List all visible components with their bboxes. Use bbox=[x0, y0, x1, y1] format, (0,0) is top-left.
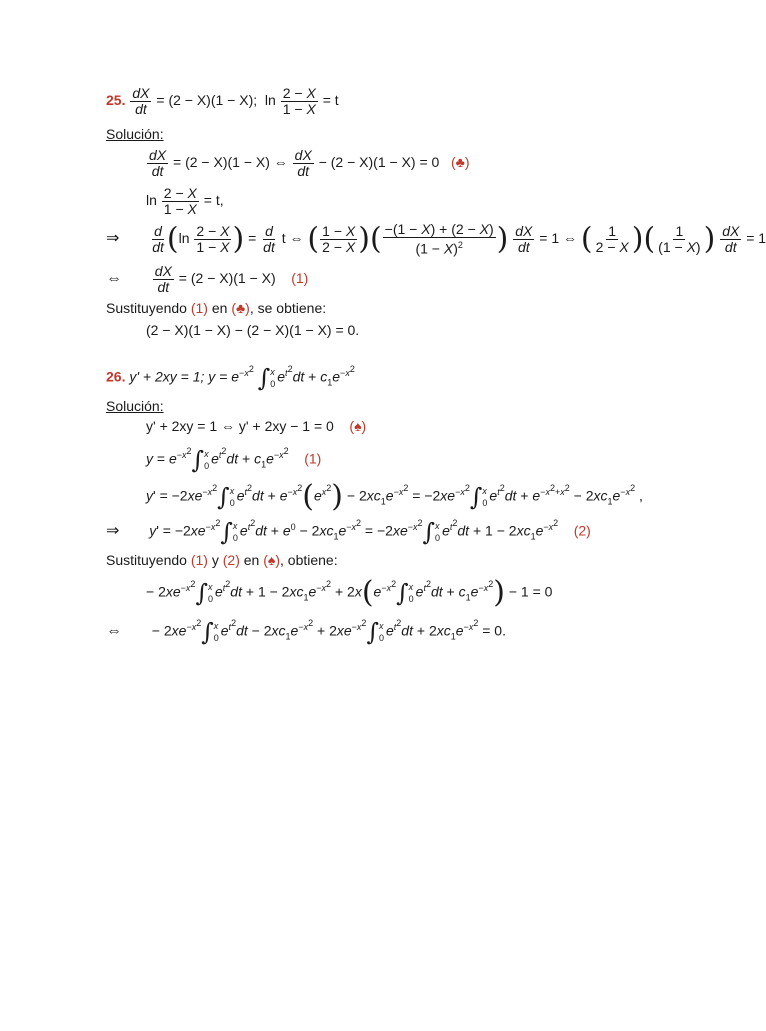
equation-text: = (2 − X)(1 − X) bbox=[178, 270, 276, 287]
equation-text: = t bbox=[322, 92, 339, 109]
equation-text: = 1 bbox=[746, 230, 766, 247]
equation-ref: (1) bbox=[291, 270, 309, 287]
problem-25-statement bbox=[106, 86, 339, 117]
iff-arrow: ⇔ bbox=[106, 622, 122, 640]
text: , se obtiene: bbox=[249, 300, 327, 316]
p26-substitution-text bbox=[106, 552, 338, 568]
implies-arrow: ⇒ bbox=[106, 230, 120, 248]
p26-line3: $y' = -2xe^{-x^2}\int$ x 0 $e^{t^2}dt + e^{-x^2}(e^{x^2}) - 2xc_1e^{-x^2} = -2xe^{-x^2}\int$ x 0 $e^{t^2}dt + e^{-x^2+x^2} - 2xc_1e^{-x^2}$ , bbox=[146, 479, 643, 514]
fraction: $\frac{dX}{dt}$ bbox=[132, 85, 150, 117]
equation-ref: (2) bbox=[222, 552, 240, 568]
text: y bbox=[211, 552, 219, 568]
equation-ref: (1) bbox=[190, 300, 208, 316]
p26-line6: ⇔ − $2xe^{-x^2}\int$ x 0 $e^{t^2}dt - 2xc_1e^{-x^2} + 2xe^{-x^2}\int$ x 0 $e^{t^2}dt + 2xc_1e^{-x^2} = 0$. bbox=[106, 618, 506, 646]
text: Sustituyendo bbox=[106, 300, 187, 316]
solution-label-26: Solución: bbox=[106, 398, 164, 414]
p26-line1 bbox=[146, 418, 366, 434]
text: en bbox=[243, 552, 260, 568]
equation-text: − (2 − X)(1 − X) = 0 bbox=[318, 154, 440, 171]
ln-text: ln bbox=[264, 92, 276, 109]
text: en bbox=[211, 300, 228, 316]
text: , obtiene: bbox=[280, 552, 338, 568]
p26-line4: ⇒ $y' = -2xe^{-x^2}\int$ x 0 $e^{t^2}dt + e^0 - 2xc_1e^{-x^2} = -2xe^{-x^2}\int$ x 0 $e^{t^2}dt + 1 - 2xc_1e^{-x^2}$ (2) bbox=[106, 518, 591, 546]
p26-line5: − $2xe^{-x^2}\int$ x 0 $e^{t^2}dt + 1 - 2xc_1e^{-x^2} + 2x(e^{-x^2}\int$ x 0 $e^{t^2}dt + c_1e^{-x^2}) - 1 = 0$ bbox=[146, 575, 553, 610]
spade-mark: (♠) bbox=[349, 418, 367, 434]
fraction: $\frac{2 - X}{1 - X}$ bbox=[282, 85, 316, 117]
equation-text: = 1 ⇔ bbox=[539, 230, 578, 247]
p25-line2: ln $\frac{2 - X}{1 - X}$ = t, bbox=[146, 185, 224, 217]
p25-final: (2 − X)(1 − X) − (2 − X)(1 − X) = 0. bbox=[146, 322, 360, 338]
problem-26-statement: 26. y' + 2xy = 1; $y = e^{-x^2}$ ∫ x 0 $e^{t^2}dt + c_1e^{-x^2}$ bbox=[106, 364, 355, 392]
p25-substitution-text bbox=[106, 300, 326, 316]
club-mark: (♣) bbox=[450, 154, 470, 171]
club-mark: (♣) bbox=[231, 300, 250, 316]
implies-arrow: ⇒ bbox=[106, 522, 120, 540]
equation-ref: (2) bbox=[573, 522, 591, 539]
problem-number: 25. bbox=[106, 92, 126, 109]
problem-number: 26. bbox=[106, 368, 126, 385]
p25-line4: ⇔ $\frac{dX}{dt}$ = (2 − X)(1 − X) (1) bbox=[106, 263, 309, 295]
equation-ref: (1) bbox=[304, 450, 322, 467]
equation-text: = t, bbox=[203, 192, 224, 209]
text: Sustituyendo bbox=[106, 552, 187, 568]
equation-ref: (1) bbox=[190, 552, 208, 568]
solution-label-25: Solución: bbox=[106, 126, 164, 142]
equation-text: t ⇔ bbox=[281, 230, 304, 247]
p25-line1: $\frac{dX}{dt}$ = (2 − X)(1 − X) ⇔ $\frac{dX}{dt}$ − (2 − X)(1 − X) = 0 (♣) bbox=[149, 147, 470, 179]
equation-text: = (2 − X)(1 − X) ⇔ bbox=[173, 154, 288, 171]
spade-mark: (♠) bbox=[263, 552, 280, 568]
equation-text: y' + 2xy = 1; y = e bbox=[129, 368, 240, 385]
p25-line3: ⇒ $\frac{d}{dt}$ (ln $\frac{2 - X}{1 - X}$ ) = $\frac{d}{dt}$ t ⇔ ( $\frac{1 - X}{2 - X}$ )( $\frac{-(1 - X) + (2 - X)}{(1 - X)^2}$ ) $\frac{dX}{dt}$ = 1 ⇔ ( $\frac{1}{2 - X}$ )( $\frac{1}{(1 - X)}$ ) $\frac{dX}{dt}$ = 1 bbox=[106, 221, 766, 257]
equation-text: = (2 − X)(1 − X); bbox=[156, 92, 258, 109]
equation-text: y' + 2xy = 1 ⇔ y' + 2xy − 1 = 0 bbox=[146, 418, 334, 434]
iff-arrow: ⇔ bbox=[106, 270, 122, 288]
p26-line2: $y = e^{-x^2}\int$ x 0 $e^{t^2}dt + c_1e^{-x^2}$ (1) bbox=[146, 446, 322, 474]
